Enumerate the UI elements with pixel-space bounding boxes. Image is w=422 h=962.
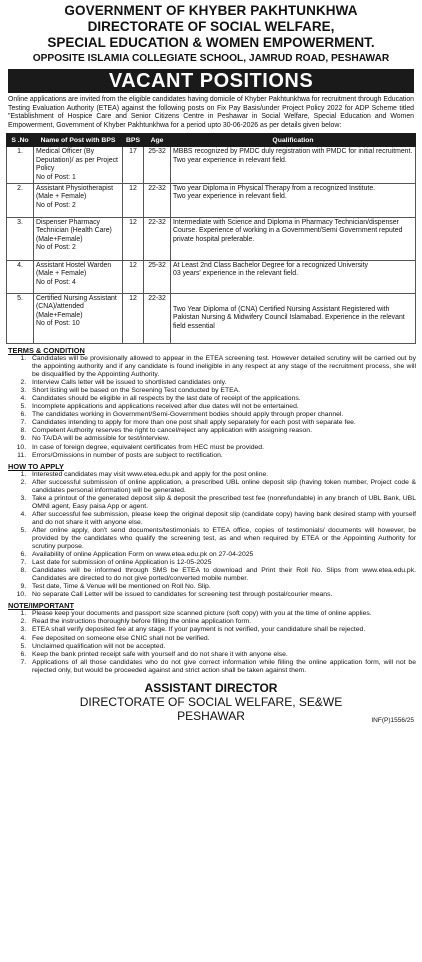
table-row [7,218,416,261]
list-item: 3. Short listing will be based on the Screening Test conducted by ETEA. [28,387,416,395]
row-bps: 12 [123,218,144,261]
table-header-row [7,134,416,147]
how-to-apply-title: HOW TO APPLY [8,461,64,471]
row-sno: 5. [7,294,34,344]
post-count: No of Post: 10 [36,320,80,328]
header-department: SPECIAL EDUCATION & WOMEN EMPOWERMENT. [47,35,375,50]
note-title: NOTE/IMPORTANT [8,601,74,611]
row-age: 22-32 [144,184,171,218]
how-to-apply-list [6,471,416,600]
list-item: 5. Incomplete applications and applications received after due dates will not be entertained. [28,403,416,411]
list-item: 1. Candidates will be provisionally allowed to appear in the ETEA screening test. However detailed scrutiny will be carried out by the appointing authority and if any candidate is found ineligible in any respect at any stage of the recruitment process, she will be disqualified by the Appointing Authority. [28,355,416,379]
list-item: 2. Read the instructions thoroughly before filling the online application form. [28,618,416,626]
post-name: Dispenser Pharmacy Technician (Health Care) (Male+Female) [36,219,112,243]
row-bps: 12 [123,294,144,344]
signatory-city: PESHAWAR [177,708,245,723]
row-age: 22-32 [144,294,171,344]
terms-list [6,355,416,460]
list-item: 10. In case of foreign degree, equivalent certificates from HEC must be provided. [28,444,416,452]
list-item: 10. No separate Call Letter will be issued to candidates for screening test through postal/courier means. [28,591,416,599]
list-item: 3. Take a printout of the generated deposit slip & deposit the prescribed test fee (nonrefundable) in any branch of UBL Bank, UBL OMNI agent, Easy paisa App or agent. [28,495,416,511]
vacant-positions-banner: VACANT POSITIONS [8,69,414,93]
list-item: 1. Interested candidates may visit www.etea.edu.pk and apply for the post online. [28,471,416,479]
row-bps: 12 [123,261,144,294]
row-post [34,218,123,261]
row-age: 22-32 [144,218,171,261]
list-item: 2. Interview Calls letter will be issued to shortlisted candidates only. [28,379,416,387]
list-item: 7. Candidates intending to apply for more than one post shall apply separately for each post with separate fee. [28,419,416,427]
table-row [7,294,416,344]
post-count: No of Post: 2 [36,244,76,252]
header-address: OPPOSITE ISLAMIA COLLEGIATE SCHOOL, JAMRUD ROAD, PESHAWAR [32,53,390,64]
row-sno: 3. [7,218,34,261]
reference-number: INF(P)1556/25 [371,716,414,724]
list-item: 7. Applications of all those candidates who do not give correct information while filling the online application form, will not be rejected only, but would be proceeded against and strict action shall be taken against them. [28,659,416,675]
list-item: 8. Candidates will be informed through SMS be ETEA to download and Print their Roll No. Slips from www.etea.edu.pk. Candidates are directed to do not give ported/converted mobile number. [28,567,416,583]
row-age: 25-32 [144,261,171,294]
list-item: 5. Unclaimed qualification will not be accepted. [28,643,416,651]
experience-text: Two year experience in relevant field. [173,193,287,201]
row-post [34,184,123,218]
header-post: Name of Post with BPS [34,134,123,147]
list-item: 3. ETEA shall verify deposited fee at any stage. If your payment is not verified, your candidature shall be rejected. [28,626,416,634]
row-sno: 4. [7,261,34,294]
list-item: 5. After online apply, don't send documents/testimonials to ETEA office, copies of testimonials/ documents will however, be provided by the candidates who qualify the screening test, as and when required by ETEA or the Appointing Authority for scrutiny purpose. [28,527,416,551]
list-item: 2. After successful submission of online application, a prescribed UBL online deposit slip (having token number, Project code & candidates personal information) will be generated. [28,479,416,495]
post-count: No of Post: 1 [36,173,76,181]
row-qualification [171,147,416,184]
row-sno: 1. [7,147,34,184]
list-item: 8. Competent Authority reserves the right to cancel/reject any application with assigning reason. [28,427,416,435]
header-sno: S .No [7,134,34,147]
experience-text: 03 years' experience in the relevant field. [173,270,299,278]
list-item: 6. The candidates working in Government/Semi-Government bodies should apply through proper channel. [28,411,416,419]
list-item: 11. Errors/Omissions in number of posts are subject to rectification. [28,452,416,460]
list-item: 7. Last date for submission of online Application is 12-05-2025 [28,559,416,567]
row-qualification [171,261,416,294]
terms-title: TERMS & CONDITION [8,346,85,355]
row-bps: 17 [123,147,144,184]
qualification-text: Two Year Diploma of (CNA) Certified Nursing Assistant Registered with Pakistan Nursing & Midwifery Council Islamabad. Experience in the relevant field essential [173,305,405,330]
list-item: 4. Fee deposited on someone else CNIC shall not be verified. [28,635,416,643]
list-item: 6. Keep the bank printed receipt safe with yourself and do not share it with anyone else. [28,651,416,659]
row-qualification [171,184,416,218]
post-name: Assistant Hostel Warden (Male + Female) [36,262,112,278]
table-row [7,261,416,294]
post-name: Assistant Physiotherapist (Male + Female) [36,185,113,201]
intro-paragraph: Online applications are invited from the eligible candidates having domicile of Khyber Pakhtunkhwa for recruitment through Education Testing Evaluation Authority (ETEA) against the following posts on Fix Pay Basis/under Project Policy 2022 for ADP Scheme titled "Establishment of Hospice Care and Senior Citizens Centre in Peshawar in Social Welfare, Special Education and Women Empowerment, Government of Khyber Pakhtunkhwa for a period upto 30-06-2026 as per details given below: [8,96,415,129]
row-age: 25-32 [144,147,171,184]
row-post [34,294,123,344]
qualification-text: Two year Diploma in Physical Therapy from a recognized Institute. [173,185,376,192]
post-count: No of Post: 4 [36,278,76,286]
experience-text: Two year experience in relevant field. [173,156,287,164]
table-row [7,184,416,218]
list-item: 9. Test date, Time & Venue will be mentioned on Roll No. Slip. [28,583,416,591]
qualification-text: MBBS recognized by PMDC duly registration with PMDC for initial recruitment. [173,148,413,156]
positions-table [6,133,416,344]
list-item: 9. No TA/DA will be admissible for test/interview. [28,435,416,443]
header-directorate: DIRECTORATE OF SOCIAL WELFARE, [87,19,335,34]
list-item: 1. Please keep your documents and passport size scanned picture (soft copy) with you at the time of online applies. [28,610,416,618]
list-item: 6. Availability of online Application Form on www.etea.edu.pk on 27-04-2025 [28,551,416,559]
list-item: 4. After successful fee submission, please keep the original deposit slip (candidate copy) having bank desired stamp with yourself and do not share it with anyone else. [28,511,416,527]
qualification-text: Intermediate with Science and Diploma in Pharmacy Technician/dispenser Course. Experience of working in a Government/Semi Government reputed private hospital preferable. [173,219,403,243]
post-name: Certified Nursing Assistant (CNA)/attended (Male+Female) [36,295,117,319]
header-age: Age [144,134,171,147]
row-sno: 2. [7,184,34,218]
header-government: GOVERNMENT OF KHYBER PAKHTUNKHWA [64,3,358,18]
signatory-title: ASSISTANT DIRECTOR [144,680,278,695]
table-row [7,147,416,184]
post-name: Medical Officer (By Deputation)/ as per Project Policy [36,148,118,173]
qualification-text: At Least 2nd Class Bachelor Degree for a recognized University [173,262,368,269]
signatory-directorate: DIRECTORATE OF SOCIAL WELFARE, SE&WE [79,694,343,709]
row-post [34,147,123,184]
note-list [6,610,416,674]
post-count: No of Post: 2 [36,201,76,209]
row-post [34,261,123,294]
list-item: 4. Candidates should be eligible in all respects by the last date of receipt of the applications. [28,395,416,403]
row-qualification [171,294,416,344]
advertisement [6,0,416,724]
row-bps: 12 [123,184,144,218]
row-qualification [171,218,416,261]
header-bps: BPS [123,134,144,147]
header-qualification: Qualification [171,134,416,147]
